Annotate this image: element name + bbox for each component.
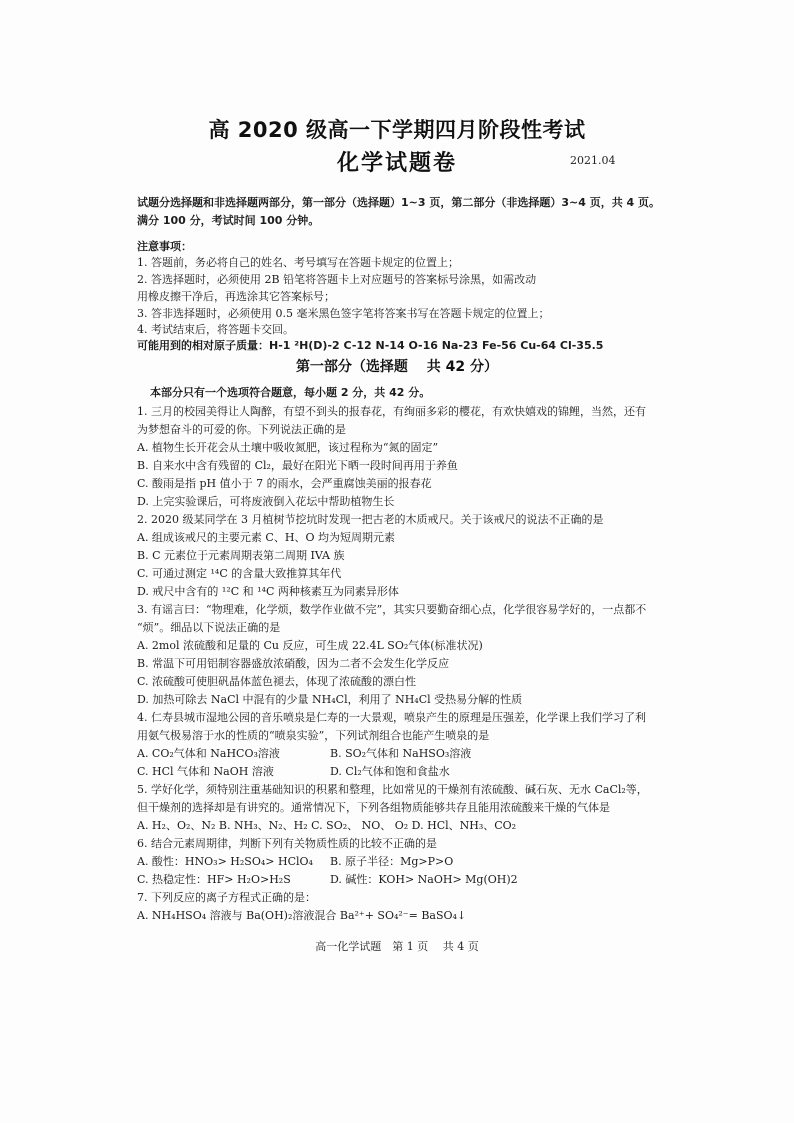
answer-option: A. 2mol 浓硫酸和足量的 Cu 反应，可生成 22.4L SO₂气体(标准状况) [137, 639, 483, 652]
question-stem: 3. 有谣言曰：“物理难，化学烦，数学作业做不完”，其实只要勤奋细心点，化学很容易学好的，一点都不 [137, 603, 647, 616]
answer-option: A. NH₄HSO₄ 溶液与 Ba(OH)₂溶液混合 Ba²⁺+ SO₄²⁻= BaSO₄↓ [137, 909, 467, 922]
question-stem: “烦”。细品以下说法正确的是 [137, 621, 281, 634]
question-stem: 1. 三月的校园美得让人陶醉，有望不到头的报春花，有绚丽多彩的樱花，有欢快嬉戏的锦鲤，当然，还有 [137, 405, 646, 418]
answer-option: A. 组成该戒尺的主要元素 C、H、O 均为短周期元素 [137, 531, 395, 544]
question-stem: 4. 仁寿县城市湿地公园的音乐喷泉是仁寿的一大景观，喷泉产生的原理是压强差，化学课上我们学习了利 [137, 711, 646, 724]
answer-option: C. 酸雨是指 pH 值小于 7 的雨水，会严重腐蚀美丽的报春花 [137, 477, 432, 490]
answer-option: C. 热稳定性：HF> H₂O>H₂S [137, 873, 291, 886]
answer-option: A. H₂、O₂、N₂ B. NH₃、N₂、H₂ C. SO₂、 NO、 O₂ D. HCl、NH₃、CO₂ [137, 819, 517, 832]
answer-option: B. 原子半径：Mg>P>O [330, 855, 454, 868]
answer-option: D. 碱性：KOH> NaOH> Mg(OH)2 [330, 873, 518, 886]
answer-option: B. C 元素位于元素周期表第二周期 IVA 族 [137, 549, 345, 562]
answer-option: D. 戒尺中含有的 ¹²C 和 ¹⁴C 两种核素互为同素异形体 [137, 585, 399, 598]
answer-option: C. HCl 气体和 NaOH 溶液 [137, 765, 274, 778]
note-item: 用橡皮擦干净后，再选涂其它答案标号； [137, 290, 335, 303]
answer-option: C. 浓硫酸可使胆矾晶体蓝色褪去，体现了浓硫酸的漂白性 [137, 675, 417, 688]
note-item: 3. 答非选择题时，必须使用 0.5 毫米黑色签字笔将答案书写在答题卡规定的位置上； [137, 307, 550, 320]
exam-subtitle: 化学试题卷 [336, 151, 457, 176]
atomic-masses: 可能用到的相对原子质量：H-1 ²H(D)-2 C-12 N-14 O-16 Na-23 Fe-56 Cu-64 Cl-35.5 [137, 339, 604, 352]
question-stem: 2. 2020 级某同学在 3 月植树节挖坑时发现一把古老的木质戒尺。关于该戒尺的说法不正确的是 [137, 513, 604, 526]
answer-option: C. 可通过测定 ¹⁴C 的含量大致推算其年代 [137, 567, 342, 580]
question-stem: 6. 结合元素周期律，判断下列有关物质性质的比较不正确的是 [137, 837, 437, 850]
question-stem: 但干燥剂的选择却是有讲究的。通常情况下，下列各组物质能够共存且能用浓硫酸来干燥的气体是 [137, 801, 610, 814]
intro-line: 满分 100 分，考试时间 100 分钟。 [137, 214, 320, 227]
note-item: 4. 考试结束后，将答题卡交回。 [137, 323, 294, 336]
answer-option: B. SO₂气体和 NaHSO₃溶液 [330, 747, 472, 760]
answer-option: D. 加热可除去 NaCl 中混有的少量 NH₄Cl，利用了 NH₄Cl 受热易分解的性质 [137, 693, 523, 706]
answer-option: A. CO₂气体和 NaHCO₃溶液 [137, 747, 280, 760]
answer-option: D. Cl₂气体和饱和食盐水 [330, 765, 450, 778]
exam-title: 高 2020 级高一下学期四月阶段性考试 [208, 118, 586, 142]
note-item: 2. 答选择题时，必须使用 2B 铅笔将答题卡上对应题号的答案标号涂黑，如需改动 [137, 273, 537, 286]
question-stem: 为梦想奋斗的可爱的你。下列说法正确的是 [137, 423, 346, 436]
answer-option: A. 酸性：HNO₃> H₂SO₄> HClO₄ [137, 855, 313, 868]
answer-option: D. 上完实验课后，可将废液倒入花坛中帮助植物生长 [137, 495, 395, 508]
question-stem: 用氨气极易溶于水的性质的“喷泉实验”，下列试剂组合也能产生喷泉的是 [137, 729, 490, 742]
answer-option: B. 常温下可用铝制容器盛放浓硝酸，因为二者不会发生化学反应 [137, 657, 450, 670]
section-heading: 第一部分（选择题 共 42 分） [295, 359, 499, 375]
intro-line: 试题分选择题和非选择题两部分，第一部分（选择题）1~3 页，第二部分（非选择题）3~4 页，共 4 页。 [137, 196, 661, 209]
page-footer: 高一化学试题 第 1 页 共 4 页 [315, 940, 479, 953]
answer-option: A. 植物生长开花会从土壤中吸收氮肥，该过程称为“氮的固定” [137, 441, 439, 454]
notes-heading: 注意事项： [137, 240, 192, 253]
note-item: 1. 答题前，务必将自己的姓名、考号填写在答题卡规定的位置上； [137, 256, 459, 269]
section-instruction: 本部分只有一个选项符合题意，每小题 2 分，共 42 分。 [150, 386, 431, 399]
question-stem: 5. 学好化学，须特别注重基础知识的积累和整理，比如常见的干燥剂有浓硫酸、碱石灰、无水 CaCl₂等， [137, 783, 648, 796]
question-stem: 7. 下列反应的离子方程式正确的是： [137, 891, 316, 904]
exam-date: 2021.04 [570, 154, 616, 167]
answer-option: B. 自来水中含有残留的 Cl₂，最好在阳光下晒一段时间再用于养鱼 [137, 459, 458, 472]
